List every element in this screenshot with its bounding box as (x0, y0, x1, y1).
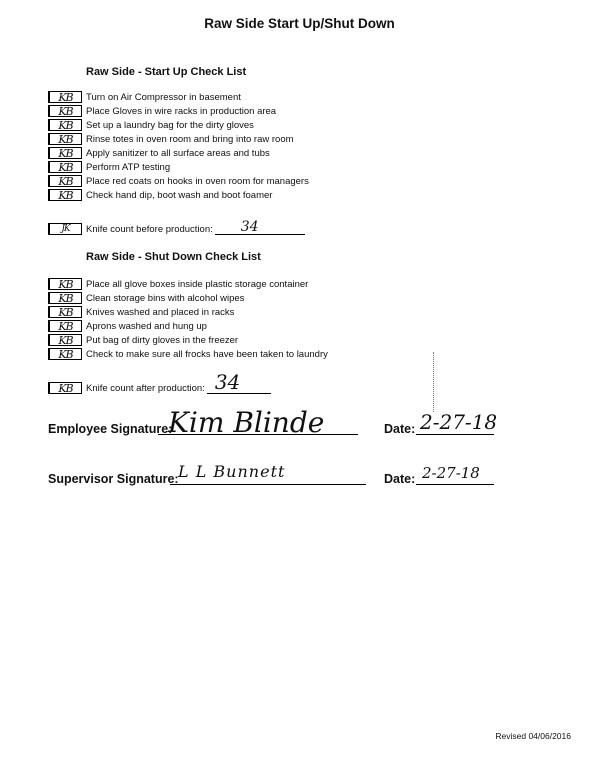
initials-box[interactable]: KB (48, 91, 82, 103)
initials-box[interactable]: KB (48, 334, 82, 346)
checklist-item (48, 277, 308, 291)
checklist-item (48, 333, 238, 347)
startup-checklist (48, 90, 548, 210)
checklist-item (48, 132, 294, 146)
knife-before-initials-box[interactable]: JK (48, 223, 82, 235)
initials-box[interactable]: KB (48, 133, 82, 145)
document-title: Raw Side Start Up/Shut Down (204, 16, 395, 31)
initials-box[interactable]: KB (48, 189, 82, 201)
checklist-item (48, 291, 244, 305)
initials-box[interactable]: KB (48, 161, 82, 173)
knife-count-after-row (48, 370, 271, 395)
knife-before-field[interactable] (215, 218, 305, 235)
initials-box[interactable]: KB (48, 278, 82, 290)
shutdown-section-title: Raw Side - Shut Down Check List (86, 251, 261, 263)
checklist-item (48, 90, 241, 104)
supervisor-date-label: Date: (384, 472, 416, 486)
item-text: Rinse totes in oven room and bring into raw room (86, 133, 294, 145)
startup-section-title: Raw Side - Start Up Check List (86, 66, 247, 78)
item-text: Knives washed and placed in racks (86, 306, 235, 318)
supervisor-date-field[interactable] (416, 464, 494, 485)
employee-signature: Kim Blinde (168, 406, 325, 439)
supervisor-signature: L L Bunnett (178, 462, 286, 481)
checklist-item (48, 347, 328, 361)
employee-signature-label: Employee Signature: (48, 422, 173, 436)
checklist-item (48, 104, 276, 118)
employee-signature-field[interactable] (158, 406, 358, 439)
initials-box[interactable]: KB (48, 348, 82, 360)
knife-count-before-row (48, 218, 305, 235)
revision-note: Revised 04/06/2016 (495, 731, 571, 741)
employee-date: 2-27-18 (420, 410, 498, 434)
knife-after-label: Knife count after production: (86, 383, 205, 394)
knife-before-value: 34 (240, 219, 259, 235)
item-text: Place all glove boxes inside plastic storage container (86, 278, 309, 290)
item-text: Apply sanitizer to all surface areas and tubs (86, 147, 270, 159)
initials-box[interactable]: KB (48, 105, 82, 117)
item-text: Place red coats on hooks in oven room for managers (86, 175, 309, 187)
item-text: Clean storage bins with alcohol wipes (86, 292, 245, 304)
item-text: Put bag of dirty gloves in the freezer (86, 334, 239, 346)
initials-box[interactable]: KB (48, 175, 82, 187)
initials-box[interactable]: KB (48, 147, 82, 159)
initials-box[interactable]: KB (48, 119, 82, 131)
checklist-item (48, 118, 254, 132)
supervisor-signature-label: Supervisor Signature: (48, 472, 179, 486)
stray-pen-mark (433, 352, 435, 412)
item-text: Perform ATP testing (86, 161, 171, 173)
item-text: Aprons washed and hung up (86, 320, 207, 332)
item-text: Check hand dip, boot wash and boot foamer (86, 189, 273, 201)
checklist-item (48, 305, 234, 319)
checklist-item (48, 174, 309, 188)
employee-date-field[interactable] (416, 410, 498, 435)
checklist-item (48, 160, 170, 174)
knife-after-field[interactable] (207, 370, 271, 394)
supervisor-date: 2-27-18 (422, 464, 480, 482)
checklist-item (48, 188, 272, 202)
employee-date-label: Date: (384, 422, 416, 436)
checklist-item (48, 146, 270, 160)
supervisor-signature-field[interactable] (170, 462, 366, 485)
initials-box[interactable]: KB (48, 320, 82, 332)
checklist-item (48, 319, 207, 333)
initials-box[interactable]: KB (48, 292, 82, 304)
knife-after-value: 34 (214, 370, 241, 394)
initials-box[interactable]: KB (48, 306, 82, 318)
knife-after-initials-box[interactable]: KB (48, 382, 82, 394)
shutdown-checklist (48, 277, 568, 367)
item-text: Turn on Air Compressor in basement (86, 91, 241, 103)
item-text: Place Gloves in wire racks in production area (86, 105, 277, 117)
item-text: Set up a laundry bag for the dirty gloves (86, 119, 254, 131)
knife-before-label: Knife count before production: (86, 224, 213, 235)
item-text: Check to make sure all frocks have been taken to laundry (86, 348, 328, 360)
